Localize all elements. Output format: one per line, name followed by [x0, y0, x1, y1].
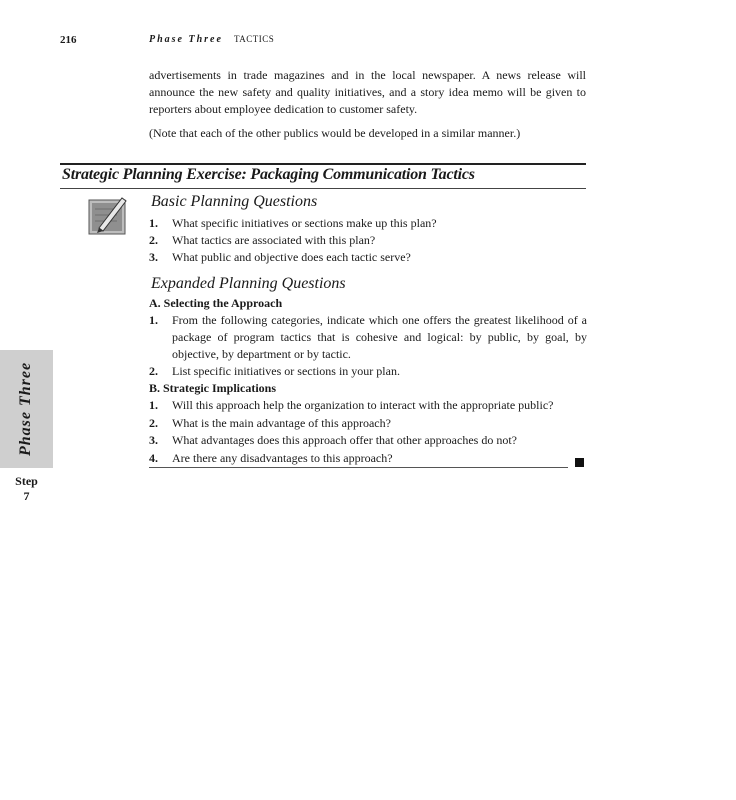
step-label	[0, 474, 53, 504]
item-text: Are there any disadvantages to this approach?	[172, 450, 393, 465]
item-text: What specific initiatives or sections make up this plan?	[172, 216, 437, 230]
group-b-heading: B. Strategic Implications	[149, 381, 276, 395]
intro-paragraph: advertisements in trade magazines and in the local newspaper. A news release will announce the new safety and quality initiatives, and a story idea memo will be given to reporters about employee dedication to customer safety.	[149, 68, 586, 116]
basic-questions-list	[149, 215, 587, 266]
item-text: What advantages does this approach offer that other approaches do not?	[172, 433, 517, 447]
list-item	[149, 312, 587, 363]
list-item	[149, 249, 587, 266]
item-text: What is the main advantage of this approach?	[172, 415, 391, 430]
intro-note: (Note that each of the other publics would be developed in a similar manner.)	[149, 126, 521, 140]
section-top-rule	[60, 163, 586, 165]
item-text: Will this approach help the organization to interact with the appropriate public?	[172, 398, 554, 412]
item-number: 1.	[149, 216, 158, 230]
group-b-list	[149, 397, 587, 467]
running-header-chapter: TACTICS	[233, 34, 275, 44]
step-label-word: Step	[15, 474, 38, 488]
group-a-list	[149, 312, 587, 380]
group-a-heading: A. Selecting the Approach	[149, 296, 283, 310]
expanded-questions-title: Expanded Planning Questions	[151, 275, 346, 292]
item-text: List specific initiatives or sections in your plan.	[172, 364, 400, 378]
list-item	[149, 450, 587, 467]
phase-tab-label: Phase Three	[17, 361, 34, 457]
page-number: 216	[60, 34, 77, 46]
section-title: Strategic Planning Exercise: Packaging Communication Tactics	[62, 166, 475, 183]
item-number: 4.	[149, 450, 158, 465]
item-number: 3.	[149, 433, 158, 447]
item-text: From the following categories, indicate which one offers the greatest likelihood of a package of program tactics that is cohesive and logical: by public, by goal, by objective, by department or by tactic.	[172, 313, 587, 361]
section-bottom-rule	[60, 188, 586, 189]
basic-questions-title: Basic Planning Questions	[151, 193, 318, 210]
list-item	[149, 432, 587, 449]
item-number: 2.	[149, 233, 158, 247]
step-number: 7	[23, 489, 30, 503]
end-mark-square	[575, 458, 584, 467]
intro-text	[149, 67, 586, 149]
item-number: 2.	[149, 415, 158, 430]
running-header	[149, 34, 274, 45]
item-number: 3.	[149, 250, 158, 264]
item-text: What public and objective does each tactic serve?	[172, 250, 411, 264]
item-number: 1.	[149, 313, 158, 327]
item-text: What tactics are associated with this plan?	[172, 233, 376, 247]
item-number: 1.	[149, 398, 158, 412]
list-item	[149, 363, 587, 380]
list-item	[149, 415, 587, 432]
list-item	[149, 215, 587, 232]
item-number: 2.	[149, 364, 158, 378]
end-rule	[149, 467, 568, 468]
list-item	[149, 232, 587, 249]
list-item	[149, 397, 587, 414]
running-header-phase: Phase Three	[149, 34, 223, 45]
notepad-pencil-icon	[87, 196, 129, 236]
phase-side-tab	[0, 350, 53, 468]
